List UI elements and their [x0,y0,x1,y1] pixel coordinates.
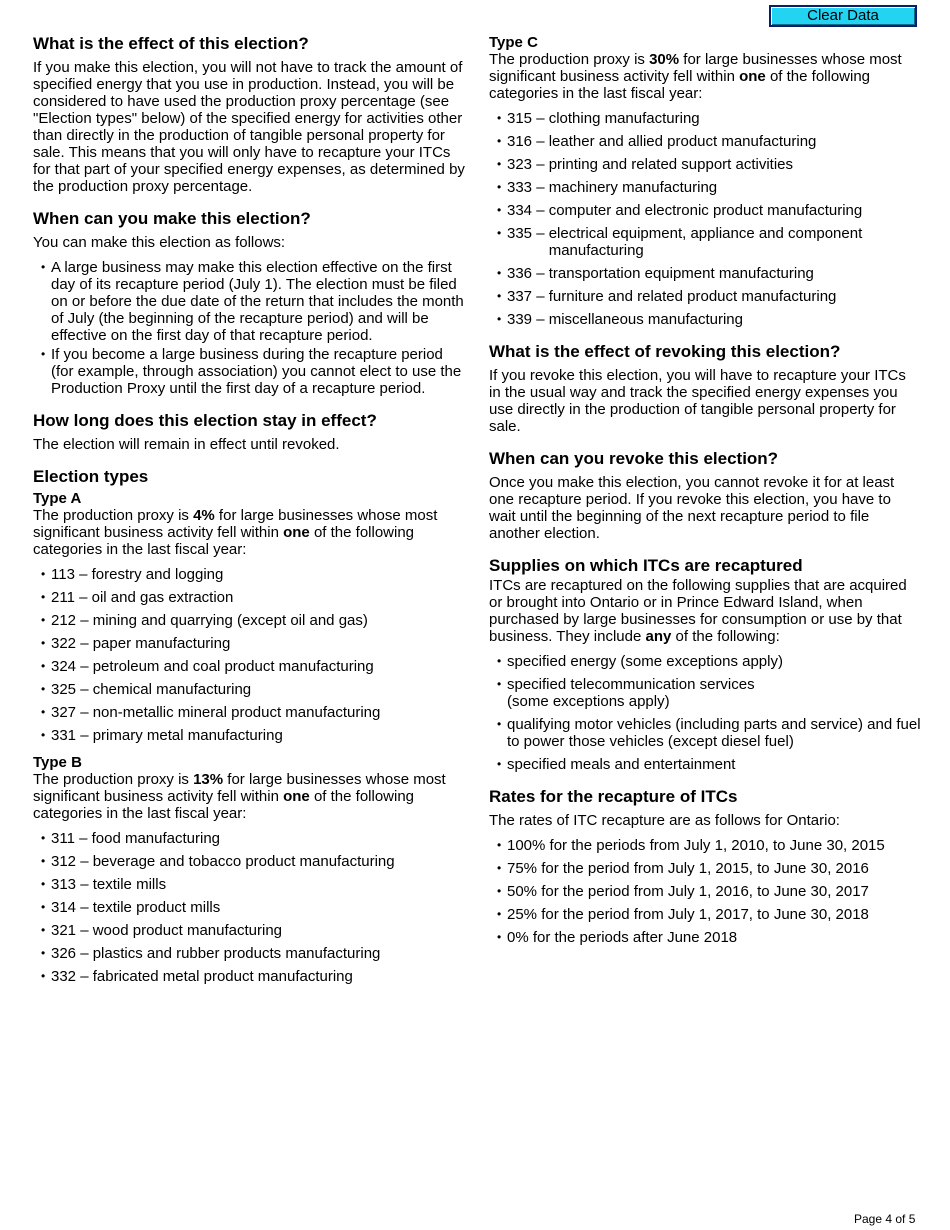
type-b-title: Type B [33,754,82,771]
revoke-when-body: Once you make this election, you cannot revoke it for at least one recapture period. If you revoke this election, you have to wait until the beginning of the next recapture period to file another election. [489,474,895,542]
howlong-body: The election will remain in effect until revoked. [33,436,340,453]
rates-heading: Rates for the recapture of ITCs [489,787,738,806]
list-item: • 326 – plastics and rubber products manufacturing [33,945,465,962]
list-item: • 50% for the period from July 1, 2016, to June 30, 2017 [489,883,921,900]
list-item: • 113 – forestry and logging [33,566,465,583]
when-list [33,259,465,397]
revoke-when-heading: When can you revoke this election? [489,449,779,468]
list-item: • 323 – printing and related support activities [489,156,921,173]
list-item: • qualifying motor vehicles (including parts and service) and fuel to power those vehicles (except diesel fuel) [489,716,921,750]
list-item: • 325 – chemical manufacturing [33,681,465,698]
list-item: • 337 – furniture and related product manufacturing [489,288,921,305]
type-c-title: Type C [489,34,538,51]
list-item: • 25% for the period from July 1, 2017, to June 30, 2018 [489,906,921,923]
list-item: • 311 – food manufacturing [33,830,465,847]
list-item: • A large business may make this election effective on the first day of its recapture period (July 1). The election must be filed on or before the due date of the return that includes the month of July (the beginning of the recapture period) and will be effective on the first day of that recapture period. [33,259,465,344]
type-c-codes [489,110,921,328]
list-item: • specified energy (some exceptions apply) [489,653,921,670]
when-heading: When can you make this election? [33,209,311,228]
page-number: Page 4 of 5 [854,1212,916,1226]
list-item: • 332 – fabricated metal product manufacturing [33,968,465,985]
list-item: • If you become a large business during the recapture period (for example, through association) you cannot elect to use the Production Proxy until the first day of a recapture period. [33,346,465,397]
list-item: • 100% for the periods from July 1, 2010, to June 30, 2015 [489,837,921,854]
list-item: • 313 – textile mills [33,876,465,893]
list-item: • 335 – electrical equipment, appliance and component manufacturing [489,225,921,259]
clear-data-button[interactable]: Clear Data [769,5,917,27]
list-item: • 339 – miscellaneous manufacturing [489,311,921,328]
type-b-intro: The production proxy is 13% for large businesses whose most significant business activity fell within one of the following categories in the last fiscal year: [33,771,446,822]
revoke-effect-body: If you revoke this election, you will have to recapture your ITCs in the usual way and track the specified energy expenses you use directly in the production of tangible personal property for sale. [489,367,906,435]
list-item: • 212 – mining and quarrying (except oil and gas) [33,612,465,629]
rates-list [489,837,921,946]
effect-body: If you make this election, you will not have to track the amount of specified energy that you use in production. Instead, you will be considered to have used the production proxy percentage (see "Election types" below) of the specified energy for activities other than directly in the production of tangible personal property for sale. This means that you will only have to recapture your ITCs for that part of your specified energy expenses, as determined by the production proxy percentage. [33,59,465,195]
list-item: • specified meals and entertainment [489,756,921,773]
right-column [489,34,921,946]
supplies-heading: Supplies on which ITCs are recaptured [489,556,803,575]
supplies-body: ITCs are recaptured on the following supplies that are acquired or brought into Ontario or in Prince Edward Island, when purchased by large businesses for consumption or use by that business. They include any of the following: [489,577,907,645]
list-item: • 331 – primary metal manufacturing [33,727,465,744]
list-item: • 75% for the period from July 1, 2015, to June 30, 2016 [489,860,921,877]
list-item: • 315 – clothing manufacturing [489,110,921,127]
list-item: • 312 – beverage and tobacco product manufacturing [33,853,465,870]
type-c-intro: The production proxy is 30% for large businesses whose most significant business activity fell within one of the following categories in the last fiscal year: [489,51,902,102]
howlong-heading: How long does this election stay in effect? [33,411,377,430]
list-item: • 321 – wood product manufacturing [33,922,465,939]
type-a-intro: The production proxy is 4% for large businesses whose most significant business activity fell within one of the following categories in the last fiscal year: [33,507,438,558]
list-item: • specified telecommunication services (some exceptions apply) [489,676,921,710]
left-column [33,34,465,985]
list-item: • 327 – non-metallic mineral product manufacturing [33,704,465,721]
list-item: • 324 – petroleum and coal product manufacturing [33,658,465,675]
supplies-list [489,653,921,773]
election-types-heading: Election types [33,467,149,486]
rates-intro: The rates of ITC recapture are as follows for Ontario: [489,812,840,829]
effect-heading: What is the effect of this election? [33,34,309,53]
list-item: • 211 – oil and gas extraction [33,589,465,606]
list-item: • 0% for the periods after June 2018 [489,929,921,946]
revoke-effect-heading: What is the effect of revoking this election? [489,342,841,361]
type-a-title: Type A [33,490,82,507]
list-item: • 314 – textile product mills [33,899,465,916]
list-item: • 333 – machinery manufacturing [489,179,921,196]
list-item: • 322 – paper manufacturing [33,635,465,652]
list-item: • 334 – computer and electronic product manufacturing [489,202,921,219]
type-a-codes [33,566,465,744]
list-item: • 316 – leather and allied product manufacturing [489,133,921,150]
when-intro: You can make this election as follows: [33,234,286,251]
list-item: • 336 – transportation equipment manufacturing [489,265,921,282]
type-b-codes [33,830,465,985]
